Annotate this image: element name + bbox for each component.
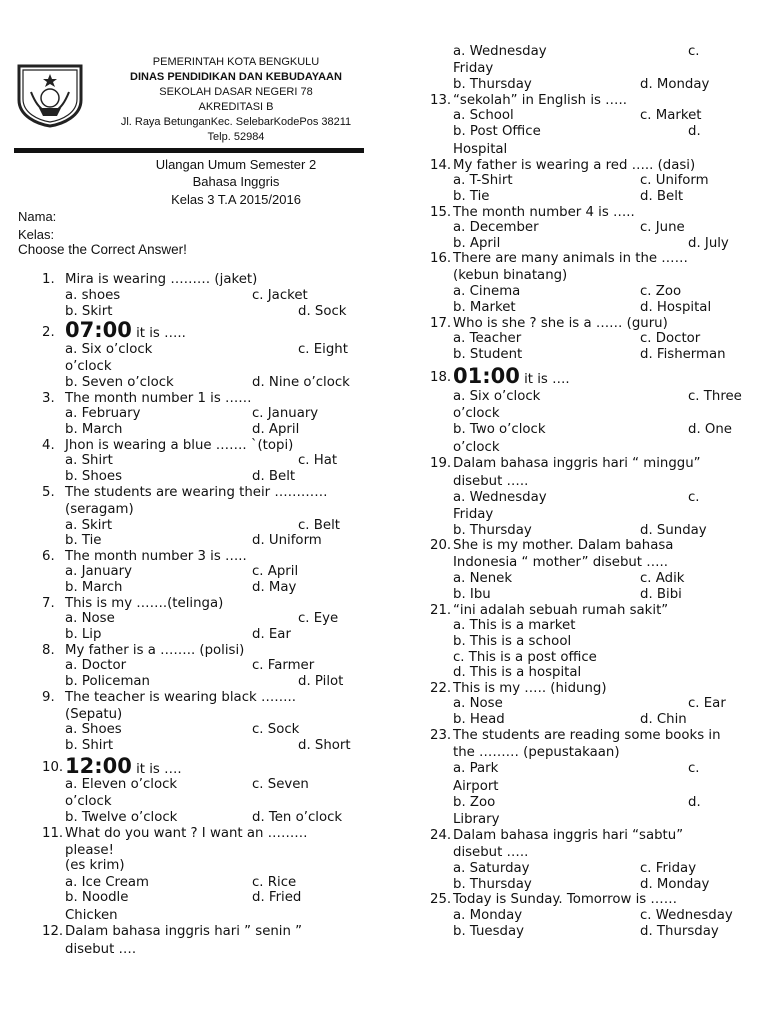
right-text-2: Friday (453, 61, 494, 76)
right-text-43: o’clock (453, 440, 500, 455)
right-text-22: b. April (453, 236, 501, 251)
right-text-57: b. Ibu (453, 587, 491, 602)
left-text-14: a. February (65, 406, 141, 421)
right-text-26: (kebun binatang) (453, 268, 568, 283)
left-text-41: b. Lip (65, 627, 102, 642)
right-text-3: b. Thursday (453, 77, 532, 92)
right-text-48: c. (688, 490, 700, 505)
left-text-46: c. Farmer (252, 658, 315, 673)
left-text-10: b. Seven o’clock (65, 375, 174, 390)
right-text-90: c. Wednesday (640, 908, 733, 923)
left-text-23: d. Belt (252, 469, 296, 484)
left-text-31: 6. (42, 549, 55, 564)
left-text-13: The month number 1 is …… (65, 391, 252, 406)
right-text-70: d. Chin (640, 712, 687, 727)
right-text-40: o’clock (453, 406, 500, 421)
left-text-2: a. shoes (65, 288, 121, 303)
left-text-16: b. March (65, 422, 123, 437)
left-text-67: c. Rice (252, 875, 297, 890)
left-text-7: a. Six o’clock (65, 342, 153, 357)
right-text-12: 14. (430, 158, 452, 173)
right-text-32: Who is she ? she is a …… (guru) (453, 316, 668, 331)
right-text-53: She is my mother. Dalam bahasa (453, 538, 674, 553)
left-text-21: c. Hat (298, 453, 338, 468)
time-question-0 (65, 318, 186, 346)
right-text-58: d. Bibi (640, 587, 682, 602)
right-text-39: c. Three (688, 389, 742, 404)
left-text-59: o’clock (65, 794, 112, 809)
left-text-19: Jhon is wearing a blue ……. `(topi) (65, 438, 294, 453)
left-text-4: b. Skirt (65, 304, 113, 319)
right-text-92: d. Thursday (640, 924, 719, 939)
left-text-47: b. Policeman (65, 674, 150, 689)
right-text-77: b. Zoo (453, 795, 496, 810)
right-text-80: 24. (430, 828, 452, 843)
right-text-82: disebut ….. (453, 845, 529, 860)
time-question-suffix: it is …. (131, 762, 182, 777)
right-text-56: c. Adik (640, 571, 685, 586)
right-text-17: d. Belt (640, 189, 684, 204)
left-text-48: d. Pilot (298, 674, 344, 689)
right-text-4: d. Monday (640, 77, 710, 92)
left-text-64: please! (65, 843, 114, 858)
time-question-1 (65, 754, 182, 782)
left-text-9: o’clock (65, 359, 112, 374)
right-text-74: a. Park (453, 761, 499, 776)
right-text-1: c. (688, 44, 700, 59)
left-text-12: 3. (42, 391, 55, 406)
left-text-22: b. Shoes (65, 469, 123, 484)
time-question-2 (453, 364, 570, 392)
right-text-11: Hospital (453, 142, 508, 157)
right-text-37: 18. (430, 370, 452, 385)
left-text-11: d. Nine o’clock (252, 375, 350, 390)
left-text-26: (seragam) (65, 502, 134, 517)
right-text-59: 21. (430, 603, 452, 618)
right-text-13: My father is wearing a red ….. (dasi) (453, 158, 696, 173)
right-text-73: the ……… (pepustakaan) (453, 745, 620, 760)
time-question-suffix: it is ….. (131, 326, 186, 341)
left-text-43: 8. (42, 643, 55, 658)
right-text-16: b. Tie (453, 189, 490, 204)
time-value: 07:00 (65, 318, 132, 342)
right-text-83: a. Saturday (453, 861, 530, 876)
right-text-15: c. Uniform (640, 173, 709, 188)
exam-subject: Bahasa Inggris (192, 174, 280, 189)
right-text-67: a. Nose (453, 696, 503, 711)
right-text-44: 19. (430, 456, 452, 471)
left-text-39: a. Nose (65, 611, 115, 626)
left-text-0: 1. (42, 272, 55, 287)
right-text-24: 16. (430, 251, 452, 266)
left-text-5: d. Sock (298, 304, 347, 319)
header-phone: Telp. 52984 (207, 131, 265, 143)
right-text-72: The students are reading some books in (453, 728, 721, 743)
left-text-8: c. Eight (298, 342, 348, 357)
right-text-31: 17. (430, 316, 452, 331)
left-text-45: a. Doctor (65, 658, 127, 673)
left-text-60: b. Twelve o’clock (65, 810, 178, 825)
right-text-75: c. (688, 761, 700, 776)
right-text-78: d. (688, 795, 701, 810)
left-text-6: 2. (42, 325, 55, 340)
right-text-66: This is my ….. (hidung) (453, 681, 607, 696)
right-text-50: b. Thursday (453, 523, 532, 538)
right-text-64: d. This is a hospital (453, 665, 582, 680)
right-text-30: d. Hospital (640, 300, 712, 315)
left-text-25: The students are wearing their ………… (65, 485, 328, 500)
right-text-63: c. This is a post office (453, 650, 597, 665)
left-text-69: d. Fried (252, 890, 302, 905)
right-text-19: The month number 4 is ….. (453, 205, 635, 220)
left-text-33: a. January (65, 564, 133, 579)
left-text-70: Chicken (65, 908, 118, 923)
right-text-6: “sekolah” in English is ….. (453, 93, 627, 108)
left-text-56: 10. (42, 760, 64, 775)
left-text-72: Dalam bahasa inggris hari ” senin ” (65, 924, 303, 939)
header-divider (14, 148, 364, 153)
right-text-88: Today is Sunday. Tomorrow is …… (453, 892, 678, 907)
left-text-61: d. Ten o’clock (252, 810, 343, 825)
left-text-37: 7. (42, 596, 55, 611)
right-text-36: d. Fisherman (640, 347, 726, 362)
right-text-25: There are many animals in the …… (453, 251, 688, 266)
left-text-29: b. Tie (65, 533, 102, 548)
right-text-54: Indonesia “ mother” disebut ….. (453, 555, 668, 570)
left-text-24: 5. (42, 485, 55, 500)
right-text-20: a. December (453, 220, 539, 235)
left-text-53: c. Sock (252, 722, 300, 737)
school-logo-icon (13, 62, 87, 128)
left-text-71: 12. (42, 924, 64, 939)
right-text-33: a. Teacher (453, 331, 522, 346)
left-text-73: disebut …. (65, 942, 137, 957)
left-text-18: 4. (42, 438, 55, 453)
left-text-38: This is my …….(telinga) (65, 596, 224, 611)
right-text-61: a. This is a market (453, 618, 576, 633)
left-text-54: b. Shirt (65, 738, 114, 753)
right-text-28: c. Zoo (640, 284, 682, 299)
time-value: 01:00 (453, 364, 520, 388)
left-text-30: d. Uniform (252, 533, 322, 548)
right-text-42: d. One (688, 422, 732, 437)
right-text-46: disebut ….. (453, 474, 529, 489)
right-text-9: b. Post Office (453, 124, 541, 139)
right-text-79: Library (453, 812, 500, 827)
right-text-81: Dalam bahasa inggris hari “sabtu” (453, 828, 684, 843)
right-text-69: b. Head (453, 712, 505, 727)
header-line-4: AKREDITASI B (198, 101, 274, 113)
right-text-71: 23. (430, 728, 452, 743)
exam-class: Kelas 3 T.A 2015/2016 (171, 192, 301, 207)
left-text-58: c. Seven (252, 777, 309, 792)
right-text-49: Friday (453, 507, 494, 522)
left-text-63: What do you want ? I want an ……… (65, 826, 308, 841)
left-text-51: (Sepatu) (65, 707, 123, 722)
time-question-suffix: it is …. (519, 372, 570, 387)
left-text-62: 11. (42, 826, 64, 841)
right-text-0: a. Wednesday (453, 44, 547, 59)
header-address: Jl. Raya BetunganKec. SelebarKodePos 38211 (120, 116, 352, 128)
right-text-38: a. Six o’clock (453, 389, 541, 404)
right-text-18: 15. (430, 205, 452, 220)
left-text-66: a. Ice Cream (65, 875, 149, 890)
right-text-10: d. (688, 124, 701, 139)
right-text-29: b. Market (453, 300, 516, 315)
left-text-50: The teacher is wearing black …….. (65, 690, 296, 705)
left-text-17: d. April (252, 422, 300, 437)
right-text-84: c. Friday (640, 861, 697, 876)
header-line-2: DINAS PENDIDIKAN DAN KEBUDAYAAN (130, 71, 342, 83)
left-text-68: b. Noodle (65, 890, 129, 905)
left-text-44: My father is a …….. (polisi) (65, 643, 245, 658)
left-text-57: a. Eleven o’clock (65, 777, 178, 792)
right-text-45: Dalam bahasa inggris hari “ minggu” (453, 456, 701, 471)
right-text-68: c. Ear (688, 696, 726, 711)
right-text-7: a. School (453, 108, 514, 123)
header-line-3: SEKOLAH DASAR NEGERI 78 (159, 86, 313, 98)
left-text-15: c. January (252, 406, 319, 421)
right-text-87: 25. (430, 892, 452, 907)
right-text-41: b. Two o’clock (453, 422, 546, 437)
right-text-65: 22. (430, 681, 452, 696)
time-value: 12:00 (65, 754, 132, 778)
right-text-35: b. Student (453, 347, 523, 362)
right-text-51: d. Sunday (640, 523, 707, 538)
left-text-34: c. April (252, 564, 299, 579)
right-text-60: “ini adalah sebuah rumah sakit” (453, 603, 669, 618)
right-text-89: a. Monday (453, 908, 523, 923)
left-text-32: The month number 3 is ….. (65, 549, 247, 564)
right-text-8: c. Market (640, 108, 702, 123)
left-text-35: b. March (65, 580, 123, 595)
left-text-55: d. Short (298, 738, 351, 753)
right-text-55: a. Nenek (453, 571, 513, 586)
right-text-91: b. Tuesday (453, 924, 524, 939)
left-text-1: Mira is wearing ……… (jaket) (65, 272, 258, 287)
right-text-86: d. Monday (640, 877, 710, 892)
left-text-42: d. Ear (252, 627, 291, 642)
right-text-47: a. Wednesday (453, 490, 547, 505)
exam-title: Ulangan Umum Semester 2 (155, 157, 317, 172)
left-text-3: c. Jacket (252, 288, 308, 303)
left-text-28: c. Belt (298, 518, 340, 533)
left-text-40: c. Eye (298, 611, 339, 626)
name-field-label: Nama: (18, 209, 57, 224)
right-text-34: c. Doctor (640, 331, 701, 346)
left-text-36: d. May (252, 580, 297, 595)
right-text-23: d. July (688, 236, 729, 251)
right-text-14: a. T-Shirt (453, 173, 513, 188)
left-text-52: a. Shoes (65, 722, 122, 737)
right-text-76: Airport (453, 779, 499, 794)
right-text-62: b. This is a school (453, 634, 572, 649)
class-field-label: Kelas: (18, 227, 55, 242)
right-text-21: c. June (640, 220, 685, 235)
right-text-27: a. Cinema (453, 284, 521, 299)
left-text-49: 9. (42, 690, 55, 705)
right-text-52: 20. (430, 538, 452, 553)
left-text-65: (es krim) (65, 858, 125, 873)
left-text-20: a. Shirt (65, 453, 113, 468)
header-line-1: PEMERINTAH KOTA BENGKULU (152, 56, 320, 68)
right-text-85: b. Thursday (453, 877, 532, 892)
instruction: Choose the Correct Answer! (18, 242, 187, 257)
left-text-27: a. Skirt (65, 518, 113, 533)
right-text-5: 13. (430, 93, 452, 108)
